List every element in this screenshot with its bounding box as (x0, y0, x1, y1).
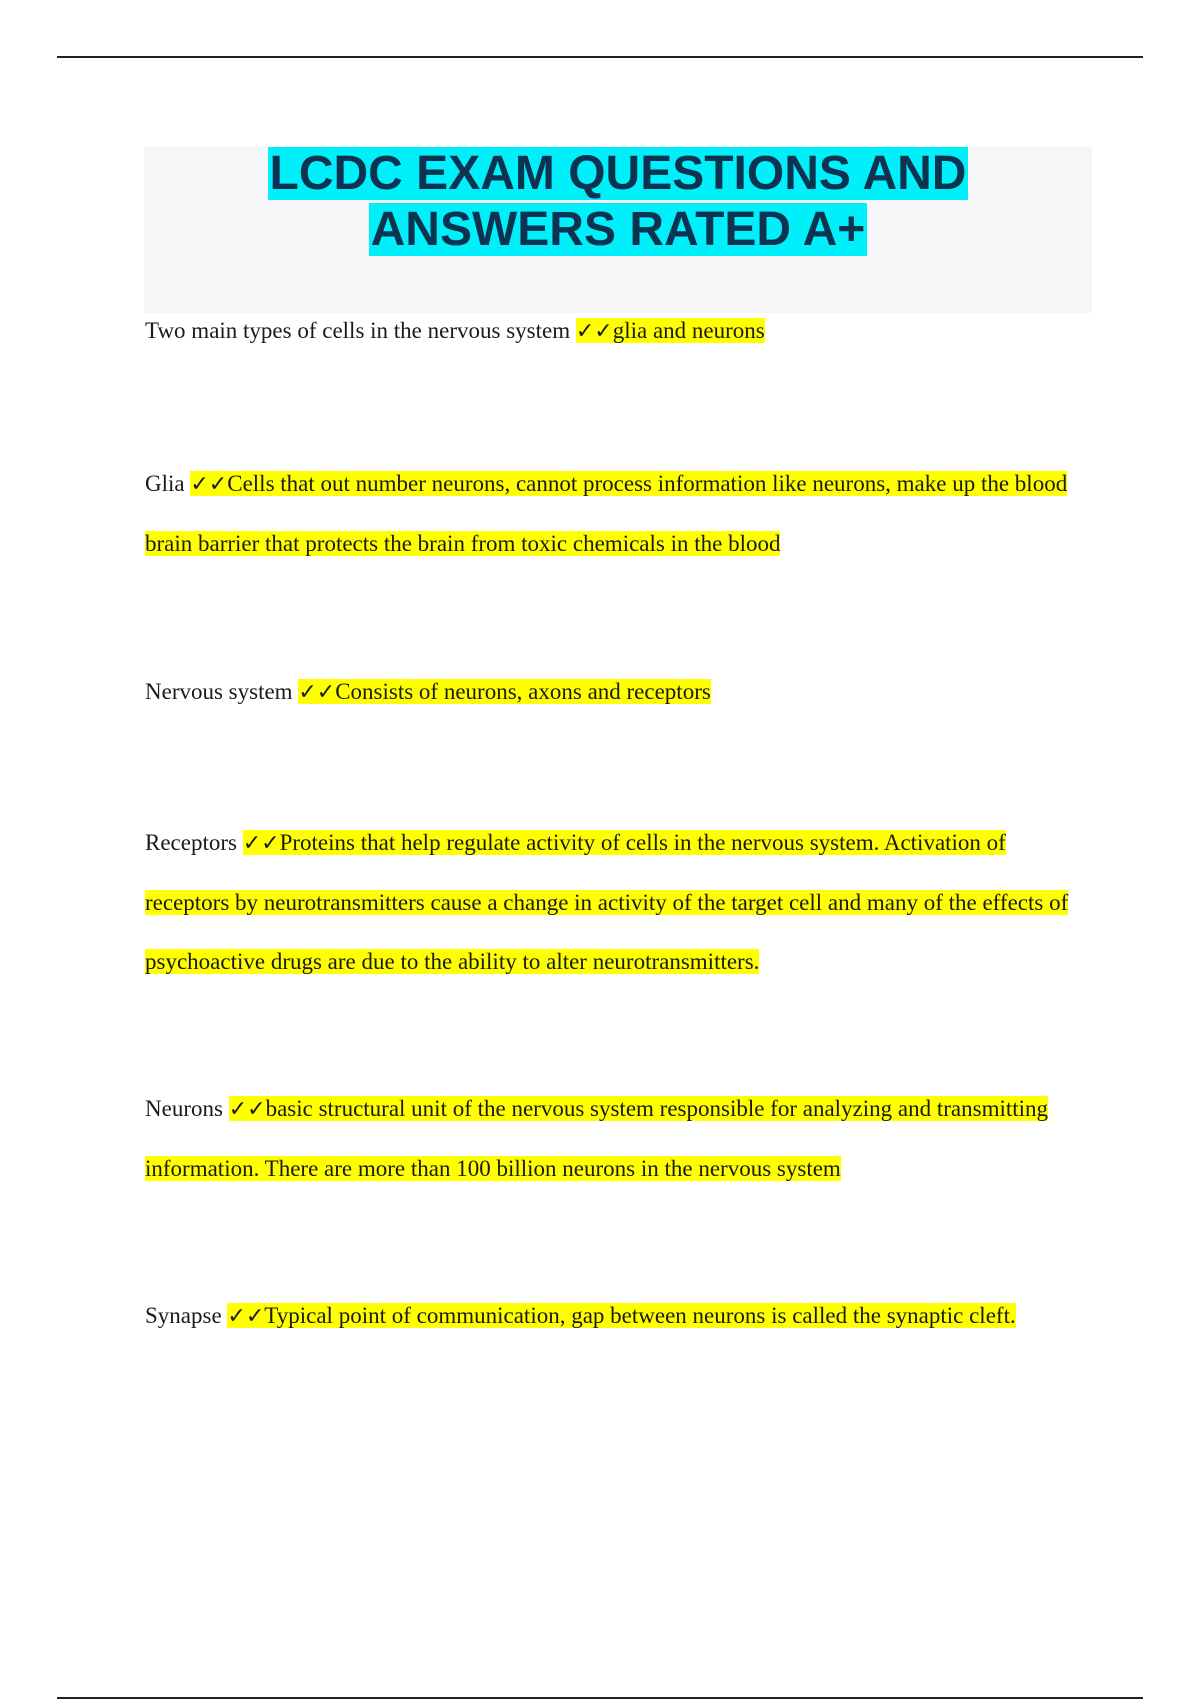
qa-entry (145, 1079, 1075, 1198)
qa-entry (145, 454, 1075, 573)
qa-entry (145, 1286, 1075, 1346)
entry-answer: Cells that out number neurons, cannot process information like neurons, make up the blood brain barrier that protects the brain from toxic chemicals in the blood (145, 471, 1068, 556)
entry-answer: Proteins that help regulate activity of cells in the nervous system. Activation of receptors by neurotransmitters cause a change in activity of the target cell and many of the effects of psychoactive drugs are due to the ability to alter neurotransmitters. (145, 830, 1069, 974)
title-line-2: ANSWERS RATED A+ (370, 203, 866, 256)
qa-entry (145, 662, 1075, 722)
entry-answer: glia and neurons (612, 318, 765, 343)
double-check-icon: ✓✓ (190, 472, 228, 497)
entry-term: Receptors (145, 830, 237, 855)
qa-entry (145, 813, 1075, 991)
header-rule (57, 56, 1143, 58)
double-check-icon: ✓✓ (228, 1097, 266, 1122)
qa-entry (145, 301, 1075, 361)
entry-answer: Consists of neurons, axons and receptors (335, 679, 711, 704)
double-check-icon: ✓✓ (227, 1304, 265, 1329)
entry-answer: Typical point of communication, gap between neurons is called the synaptic cleft. (264, 1303, 1016, 1328)
entry-term: Two main types of cells in the nervous system (145, 318, 571, 343)
title-block (144, 146, 1092, 313)
page-title (144, 146, 1092, 258)
entry-term: Neurons (145, 1096, 223, 1121)
double-check-icon: ✓✓ (298, 680, 336, 705)
title-line-1: LCDC EXAM QUESTIONS AND (269, 147, 967, 200)
double-check-icon: ✓✓ (575, 319, 613, 344)
footer-rule (57, 1697, 1143, 1699)
double-check-icon: ✓✓ (242, 831, 280, 856)
entry-term: Nervous system (145, 679, 293, 704)
entry-term: Glia (145, 471, 185, 496)
entry-term: Synapse (145, 1303, 222, 1328)
entry-answer: basic structural unit of the nervous system responsible for analyzing and transmitting information. There are more than 100 billion neurons in the nervous system (145, 1096, 1049, 1181)
